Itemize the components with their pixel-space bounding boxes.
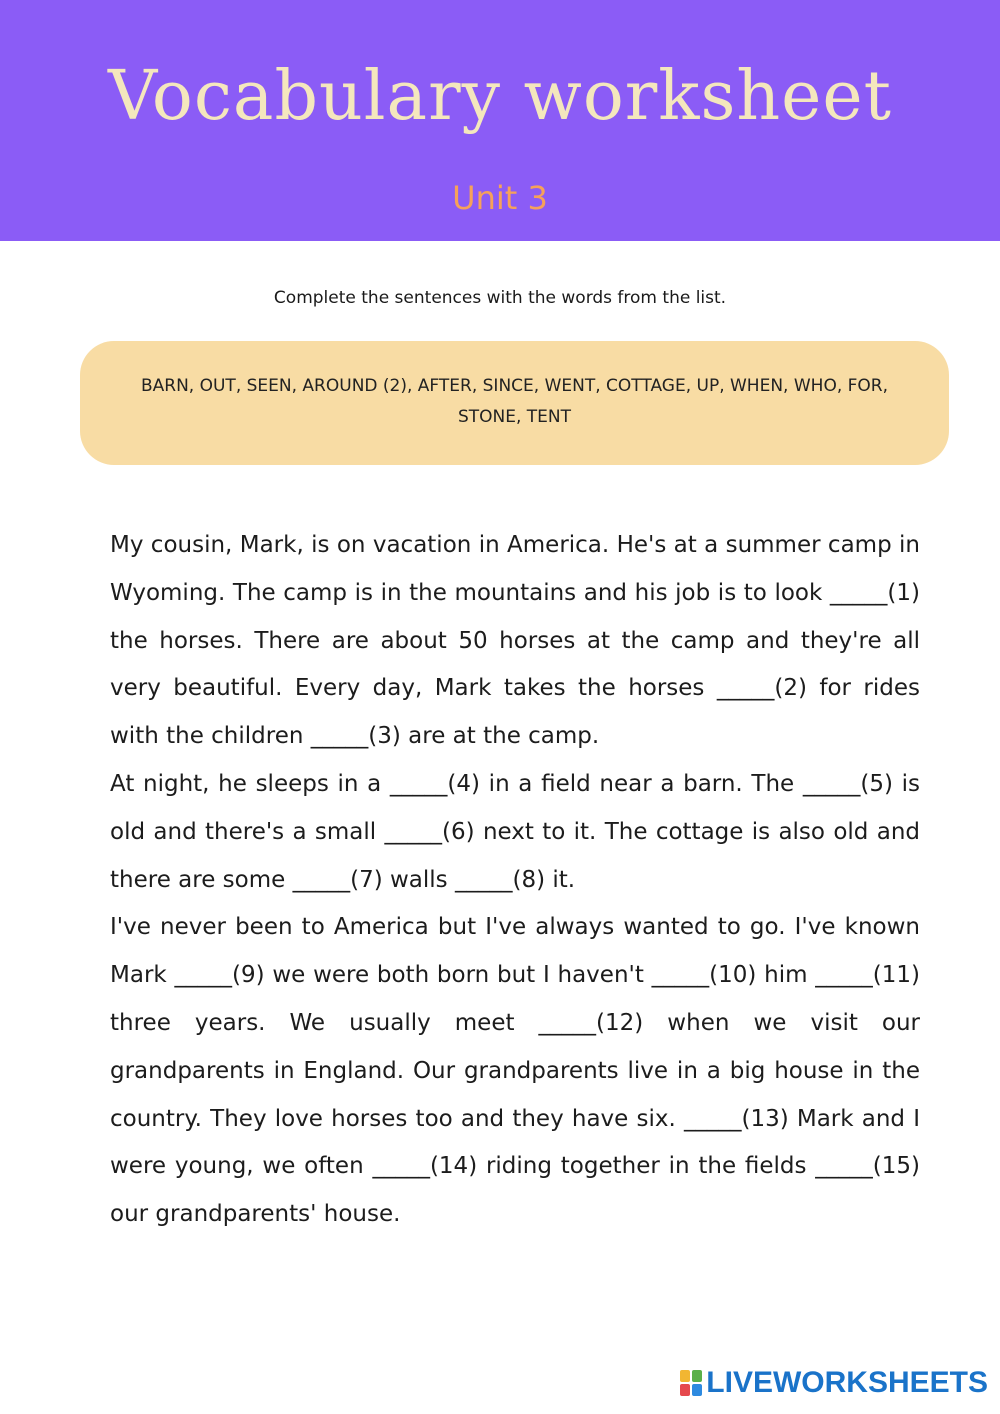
answer-blank[interactable]: _____(9) bbox=[174, 962, 265, 989]
passage-text-segment: walls bbox=[382, 866, 455, 893]
answer-blank[interactable]: _____(5) bbox=[802, 770, 893, 797]
passage-text-segment: for rides with the children bbox=[110, 675, 920, 750]
liveworksheets-wordmark: LIVEWORKSHEETS bbox=[706, 1366, 988, 1399]
answer-blank[interactable]: _____(1) bbox=[829, 579, 920, 606]
passage-text-segment: in a field near a barn. The bbox=[480, 770, 803, 797]
passage-text-segment: when we visit our grandparents in England. Our grandparents live in a big house in the country. They love horses too and they have six. bbox=[110, 1009, 920, 1132]
unit-subtitle: Unit 3 bbox=[452, 179, 548, 217]
passage-text-segment: it. bbox=[545, 866, 576, 893]
passage-text-segment: is old and there's a small bbox=[110, 770, 920, 845]
answer-blank[interactable]: _____(8) bbox=[454, 866, 546, 893]
logo-square bbox=[692, 1384, 702, 1396]
passage-text-segment: next to it. The cottage is also old and there are some bbox=[110, 818, 920, 893]
passage-text-segment: riding together in the fields bbox=[477, 1153, 816, 1180]
answer-blank[interactable]: _____(11) bbox=[815, 962, 920, 989]
passage-paragraph bbox=[110, 904, 920, 1239]
word-list-box bbox=[80, 341, 949, 465]
answer-blank[interactable]: _____(14) bbox=[372, 1153, 478, 1180]
passage-paragraph bbox=[110, 761, 920, 904]
answer-blank[interactable]: _____(10) bbox=[651, 962, 757, 989]
answer-blank[interactable]: _____(2) bbox=[716, 675, 807, 702]
answer-blank[interactable]: _____(15) bbox=[815, 1153, 921, 1180]
logo-square bbox=[680, 1370, 690, 1382]
answer-blank[interactable]: _____(6) bbox=[384, 818, 475, 845]
page-title: Vocabulary worksheet bbox=[108, 57, 892, 136]
liveworksheets-logo-icon bbox=[680, 1370, 702, 1396]
answer-blank[interactable]: _____(4) bbox=[389, 770, 480, 797]
passage-text-segment: I've never been to America but I've always wanted to go. I've known Mark bbox=[110, 914, 920, 989]
instruction-text: Complete the sentences with the words from the list. bbox=[273, 288, 727, 308]
liveworksheets-branding bbox=[680, 1366, 988, 1400]
logo-square bbox=[692, 1370, 702, 1382]
passage-text-segment: the horses. There are about 50 horses at the camp and they're all very beautiful. Every day, Mark takes the horses bbox=[110, 627, 920, 702]
passage-text-segment: we were both born but I haven't bbox=[264, 962, 652, 989]
passage-text-segment: him bbox=[756, 962, 816, 989]
answer-blank[interactable]: _____(13) bbox=[683, 1105, 789, 1132]
passage-text-segment: Mark and I were young, we often bbox=[110, 1105, 920, 1180]
answer-blank[interactable]: _____(12) bbox=[538, 1009, 644, 1036]
word-list-text: BARN, OUT, SEEN, AROUND (2), AFTER, SINCE, WENT, COTTAGE, UP, WHEN, WHO, FOR, STONE, TENT bbox=[140, 376, 889, 427]
passage-text bbox=[110, 522, 920, 1239]
passage-text-segment: three years. We usually meet bbox=[110, 1009, 539, 1036]
logo-square bbox=[680, 1384, 690, 1396]
passage-text-segment: our grandparents' house. bbox=[110, 1201, 401, 1228]
answer-blank[interactable]: _____(3) bbox=[310, 723, 401, 750]
header-banner bbox=[0, 0, 1000, 241]
passage-text-segment: are at the camp. bbox=[400, 723, 600, 750]
passage-text-segment: At night, he sleeps in a bbox=[110, 770, 390, 797]
answer-blank[interactable]: _____(7) bbox=[292, 866, 383, 893]
passage-text-segment: My cousin, Mark, is on vacation in America. He's at a summer camp in Wyoming. The camp is in the mountains and his job is to look bbox=[110, 532, 920, 606]
passage-paragraph bbox=[110, 522, 920, 761]
